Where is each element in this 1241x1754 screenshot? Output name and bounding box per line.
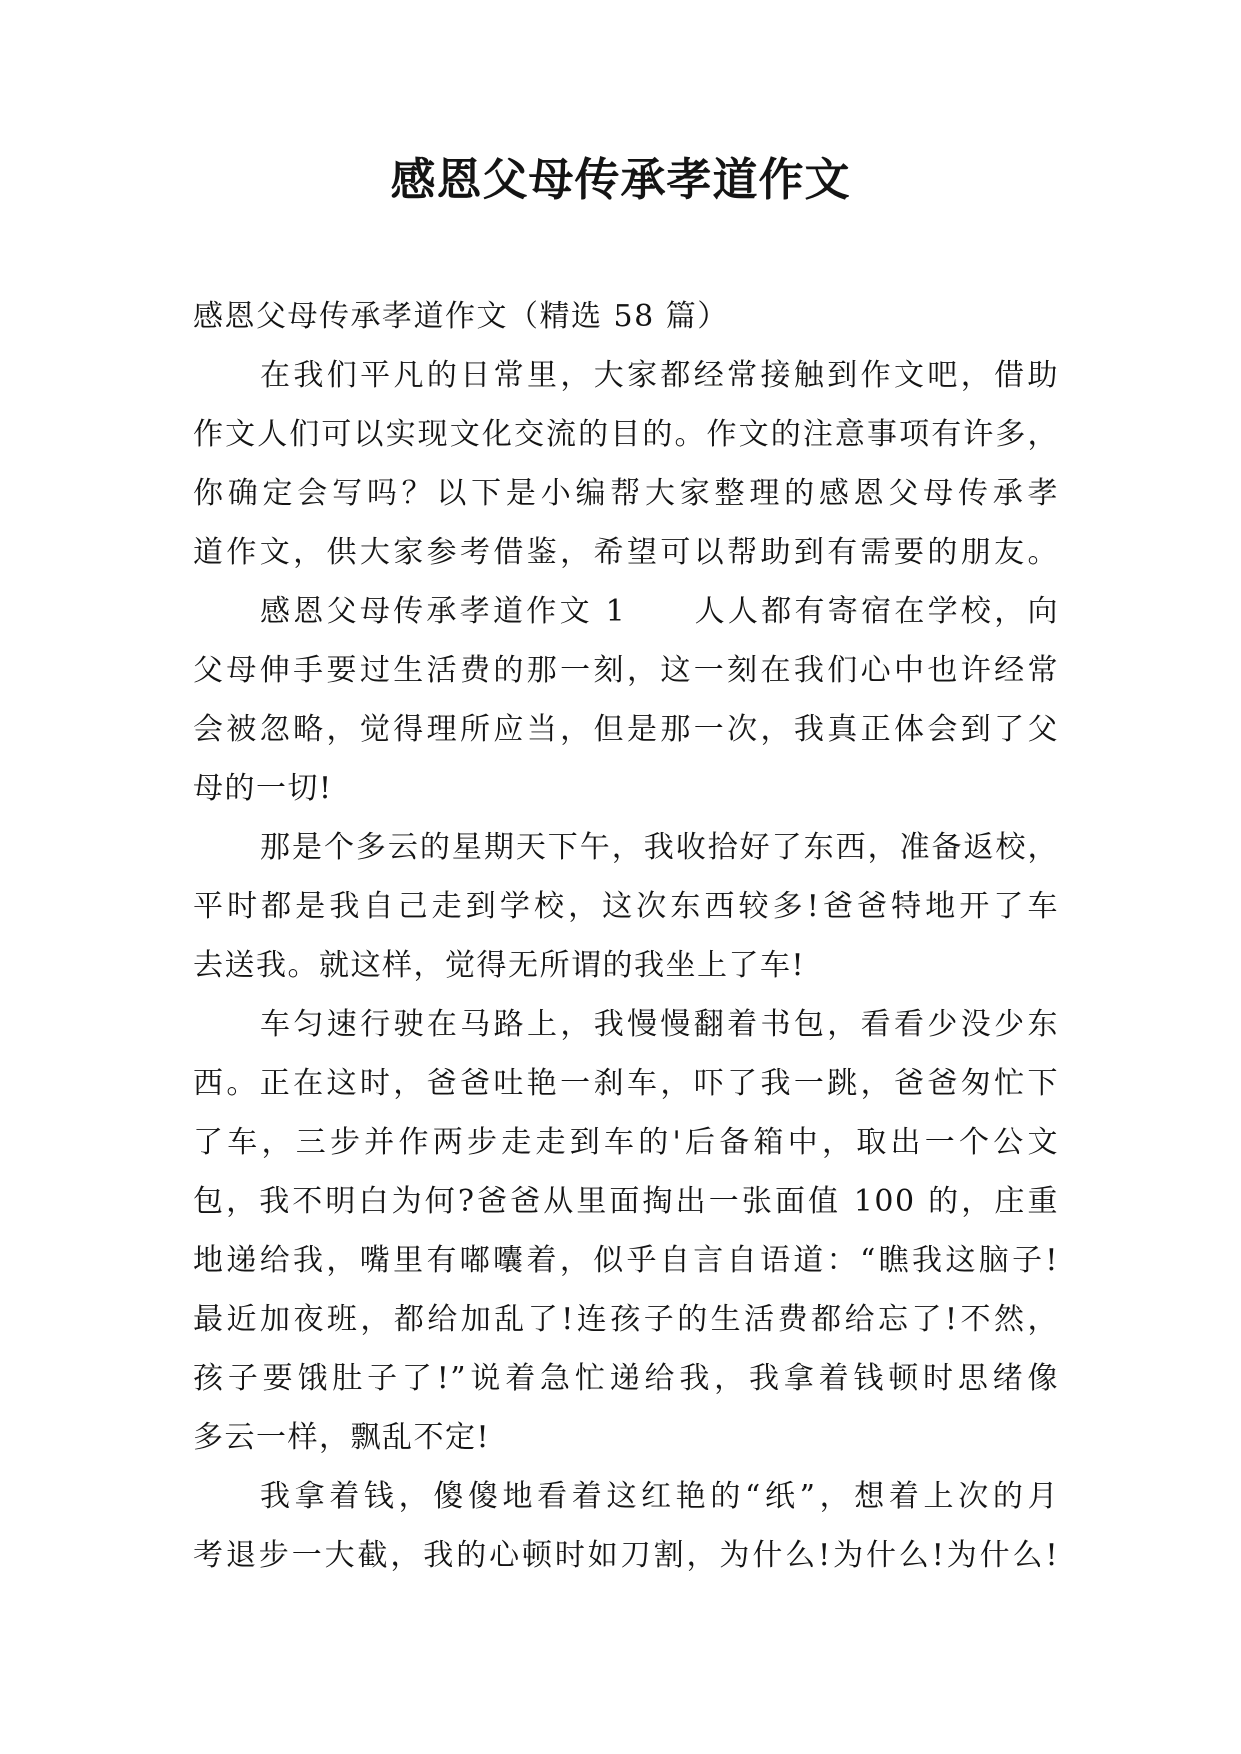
paragraph-line: 父母伸手要过生活费的那一刻，这一刻在我们心中也许经常 — [193, 653, 1059, 688]
paragraph-line: 多云一样，飘乱不定! — [193, 1420, 491, 1455]
paragraph-line: 我拿着钱，傻傻地看着这红艳的“纸”，想着上次的月 — [260, 1479, 1059, 1514]
paragraph-line: 那是个多云的星期天下午，我收拾好了东西，准备返校， — [260, 830, 1059, 865]
paragraph-intro — [193, 346, 1059, 582]
paragraph-line: 作文人们可以实现文化交流的目的。作文的注意事项有许多， — [193, 417, 1059, 452]
document-title: 感恩父母传承孝道作文 — [390, 153, 851, 206]
paragraph-line: 你确定会写吗？以下是小编帮大家整理的感恩父母传承孝 — [193, 476, 1059, 511]
paragraph-line: 感恩父母传承孝道作文 1 人人都有寄宿在学校，向 — [260, 594, 1059, 629]
paragraph-line: 母的一切! — [193, 771, 333, 806]
paragraph — [193, 1467, 1059, 1585]
paragraph-line: 去送我。就这样，觉得无所谓的我坐上了车! — [193, 948, 806, 983]
paragraph-line: 西。正在这时，爸爸吐艳一刹车，吓了我一跳，爸爸匆忙下 — [193, 1066, 1059, 1101]
paragraph-line: 考退步一大截，我的心顿时如刀割，为什么!为什么!为什么! — [193, 1538, 1059, 1573]
paragraph-line: 车匀速行驶在马路上，我慢慢翻着书包，看看少没少东 — [260, 1007, 1059, 1042]
paragraph-line: 了车，三步并作两步走走到车的'后备箱中，取出一个公文 — [193, 1125, 1059, 1160]
paragraph-line: 平时都是我自己走到学校，这次东西较多!爸爸特地开了车 — [193, 889, 1059, 924]
document-subtitle: 感恩父母传承孝道作文（精选 58 篇） — [193, 299, 729, 334]
paragraph-line: 会被忽略，觉得理所应当，但是那一次，我真正体会到了父 — [193, 712, 1059, 747]
document-body — [193, 287, 1059, 1585]
paragraph-essay-1-opening — [193, 582, 1059, 818]
paragraph-line: 地递给我，嘴里有嘟囔着，似乎自言自语道：“瞧我这脑子! — [193, 1243, 1059, 1278]
paragraph-line: 孩子要饿肚子了!”说着急忙递给我，我拿着钱顿时思绪像 — [193, 1361, 1059, 1396]
paragraph-line: 在我们平凡的日常里，大家都经常接触到作文吧，借助 — [260, 358, 1059, 393]
paragraph-line: 道作文，供大家参考借鉴，希望可以帮助到有需要的朋友。 — [193, 535, 1059, 570]
paragraph-line: 包，我不明白为何?爸爸从里面掏出一张面值 100 的，庄重 — [193, 1184, 1059, 1219]
paragraph-line: 最近加夜班，都给加乱了!连孩子的生活费都给忘了!不然， — [193, 1302, 1059, 1337]
paragraph — [193, 818, 1059, 995]
paragraph — [193, 995, 1059, 1467]
